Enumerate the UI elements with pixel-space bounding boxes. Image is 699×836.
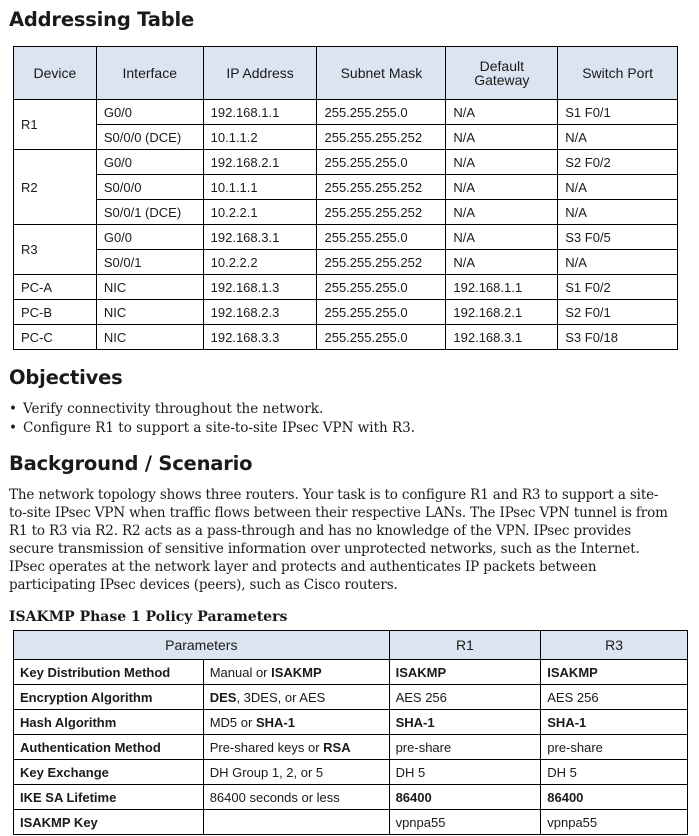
parameter-name-cell: Hash Algorithm bbox=[14, 710, 204, 735]
r1-value-cell: vpnpa55 bbox=[389, 810, 541, 835]
switch-port-cell: S3 F0/5 bbox=[558, 225, 678, 250]
bullet-icon: • bbox=[9, 420, 17, 436]
table-header-row bbox=[14, 631, 688, 660]
switch-port-cell: N/A bbox=[558, 200, 678, 225]
device-cell: R1 bbox=[14, 100, 97, 150]
gateway-cell: 192.168.2.1 bbox=[446, 300, 558, 325]
table-row bbox=[14, 250, 678, 275]
col-header-default-gateway: Default Gateway bbox=[446, 47, 558, 100]
parameter-options-cell bbox=[203, 710, 389, 735]
col-header-interface: Interface bbox=[96, 47, 203, 100]
table-row bbox=[14, 325, 678, 350]
objectives-heading: Objectives bbox=[9, 366, 123, 389]
gateway-cell: N/A bbox=[446, 200, 558, 225]
switch-port-cell: S1 F0/2 bbox=[558, 275, 678, 300]
device-cell: R3 bbox=[14, 225, 97, 275]
switch-port-cell: S1 F0/1 bbox=[558, 100, 678, 125]
addressing-table bbox=[13, 46, 678, 350]
r3-value-cell: AES 256 bbox=[541, 685, 688, 710]
mask-cell: 255.255.255.0 bbox=[317, 100, 446, 125]
device-cell: PC-C bbox=[14, 325, 97, 350]
option-text: Manual or bbox=[209, 664, 272, 680]
table-row bbox=[14, 200, 678, 225]
col-header-r3: R3 bbox=[541, 631, 688, 660]
interface-cell: G0/0 bbox=[96, 225, 203, 250]
gateway-cell: N/A bbox=[446, 100, 558, 125]
table-row bbox=[14, 785, 688, 810]
col-header-ip-address: IP Address bbox=[203, 47, 317, 100]
switch-port-cell: S3 F0/18 bbox=[558, 325, 678, 350]
r3-value-cell: DH 5 bbox=[541, 760, 688, 785]
option-text: DES bbox=[209, 689, 237, 705]
parameter-options-cell bbox=[203, 785, 389, 810]
interface-cell: S0/0/1 (DCE) bbox=[96, 200, 203, 225]
parameter-name-cell: Key Distribution Method bbox=[14, 660, 204, 685]
table-row bbox=[14, 225, 678, 250]
list-item: • Verify connectivity throughout the network. bbox=[9, 401, 324, 417]
mask-cell: 255.255.255.0 bbox=[317, 150, 446, 175]
ip-cell: 10.2.2.2 bbox=[203, 250, 317, 275]
table-header-row bbox=[14, 47, 678, 100]
ip-cell: 192.168.1.1 bbox=[203, 100, 317, 125]
table-row bbox=[14, 125, 678, 150]
mask-cell: 255.255.255.0 bbox=[317, 275, 446, 300]
parameter-name-cell: Authentication Method bbox=[14, 735, 204, 760]
ip-cell: 192.168.2.3 bbox=[203, 300, 317, 325]
interface-cell: NIC bbox=[96, 300, 203, 325]
r3-value-cell: SHA-1 bbox=[541, 710, 688, 735]
ip-cell: 192.168.3.1 bbox=[203, 225, 317, 250]
parameter-options-cell bbox=[203, 660, 389, 685]
col-header-parameters: Parameters bbox=[14, 631, 390, 660]
interface-cell: NIC bbox=[96, 275, 203, 300]
mask-cell: 255.255.255.0 bbox=[317, 325, 446, 350]
option-text: , 3DES, or AES bbox=[236, 689, 326, 705]
parameter-name-cell: Encryption Algorithm bbox=[14, 685, 204, 710]
parameter-options-cell bbox=[203, 735, 389, 760]
ip-cell: 10.2.2.1 bbox=[203, 200, 317, 225]
table-row bbox=[14, 660, 688, 685]
option-text: 86400 seconds or less bbox=[209, 789, 340, 805]
mask-cell: 255.255.255.252 bbox=[317, 200, 446, 225]
r1-value-cell: ISAKMP bbox=[389, 660, 541, 685]
gateway-cell: 192.168.1.1 bbox=[446, 275, 558, 300]
parameter-name-cell: Key Exchange bbox=[14, 760, 204, 785]
interface-cell: NIC bbox=[96, 325, 203, 350]
mask-cell: 255.255.255.252 bbox=[317, 125, 446, 150]
isakmp-table bbox=[13, 630, 688, 835]
ip-cell: 192.168.1.3 bbox=[203, 275, 317, 300]
r3-value-cell: vpnpa55 bbox=[541, 810, 688, 835]
parameter-name-cell: ISAKMP Key bbox=[14, 810, 204, 835]
gateway-cell: N/A bbox=[446, 150, 558, 175]
table-row bbox=[14, 100, 678, 125]
isakmp-table-heading: ISAKMP Phase 1 Policy Parameters bbox=[9, 609, 288, 625]
option-text: RSA bbox=[323, 739, 351, 755]
r1-value-cell: SHA-1 bbox=[389, 710, 541, 735]
parameter-options-cell bbox=[203, 760, 389, 785]
interface-cell: S0/0/0 bbox=[96, 175, 203, 200]
isakmp-table-body bbox=[14, 660, 688, 835]
interface-cell: G0/0 bbox=[96, 100, 203, 125]
mask-cell: 255.255.255.252 bbox=[317, 175, 446, 200]
table-row bbox=[14, 175, 678, 200]
ip-cell: 10.1.1.1 bbox=[203, 175, 317, 200]
table-row bbox=[14, 275, 678, 300]
col-header-subnet-mask: Subnet Mask bbox=[317, 47, 446, 100]
col-header-switch-port: Switch Port bbox=[558, 47, 678, 100]
parameter-options-cell bbox=[203, 685, 389, 710]
gateway-cell: N/A bbox=[446, 125, 558, 150]
device-cell: PC-B bbox=[14, 300, 97, 325]
table-row bbox=[14, 300, 678, 325]
switch-port-cell: N/A bbox=[558, 175, 678, 200]
ip-cell: 192.168.2.1 bbox=[203, 150, 317, 175]
option-text: ISAKMP bbox=[271, 664, 322, 680]
col-header-r1: R1 bbox=[389, 631, 541, 660]
addressing-table-heading: Addressing Table bbox=[9, 8, 194, 31]
ip-cell: 192.168.3.3 bbox=[203, 325, 317, 350]
r1-value-cell: AES 256 bbox=[389, 685, 541, 710]
bullet-icon: • bbox=[9, 401, 17, 417]
gateway-cell: 192.168.3.1 bbox=[446, 325, 558, 350]
mask-cell: 255.255.255.0 bbox=[317, 300, 446, 325]
mask-cell: 255.255.255.0 bbox=[317, 225, 446, 250]
objectives-list bbox=[9, 400, 415, 438]
table-row bbox=[14, 760, 688, 785]
option-text: DH Group 1, 2, or 5 bbox=[209, 764, 324, 780]
device-cell: R2 bbox=[14, 150, 97, 225]
parameter-options-cell bbox=[203, 810, 389, 835]
switch-port-cell: S2 F0/1 bbox=[558, 300, 678, 325]
r3-value-cell: 86400 bbox=[541, 785, 688, 810]
table-row bbox=[14, 810, 688, 835]
gateway-cell: N/A bbox=[446, 250, 558, 275]
gateway-cell: N/A bbox=[446, 225, 558, 250]
table-row bbox=[14, 150, 678, 175]
option-text: MD5 or bbox=[209, 714, 256, 730]
list-item: • Configure R1 to support a site-to-site IPsec VPN with R3. bbox=[9, 420, 416, 436]
r1-value-cell: 86400 bbox=[389, 785, 541, 810]
r3-value-cell: ISAKMP bbox=[541, 660, 688, 685]
switch-port-cell: N/A bbox=[558, 125, 678, 150]
table-row bbox=[14, 710, 688, 735]
parameter-name-cell: IKE SA Lifetime bbox=[14, 785, 204, 810]
interface-cell: G0/0 bbox=[96, 150, 203, 175]
table-row bbox=[14, 685, 688, 710]
interface-cell: S0/0/1 bbox=[96, 250, 203, 275]
device-cell: PC-A bbox=[14, 275, 97, 300]
option-text: SHA-1 bbox=[255, 714, 295, 730]
table-row bbox=[14, 735, 688, 760]
ip-cell: 10.1.1.2 bbox=[203, 125, 317, 150]
r1-value-cell: pre-share bbox=[389, 735, 541, 760]
switch-port-cell: S2 F0/2 bbox=[558, 150, 678, 175]
option-text: Pre-shared keys or bbox=[209, 739, 324, 755]
r3-value-cell: pre-share bbox=[541, 735, 688, 760]
r1-value-cell: DH 5 bbox=[389, 760, 541, 785]
background-paragraph: The network topology shows three routers. Your task is to configure R1 and R3 to support a site-to-site IPsec VPN when traffic flows between their respective LANs. The IPsec VPN tunnel is from R1 to R3 via R2. R2 acts as a pass-through and has no knowledge of the VPN. IPsec provides secure transmission of sensitive information over unprotected networks, such as the Internet. IPsec operates at the network layer and protects and authenticates IP packets between participating IPsec devices (peers), such as Cisco routers. bbox=[9, 487, 668, 593]
col-header-device: Device bbox=[14, 47, 97, 100]
switch-port-cell: N/A bbox=[558, 250, 678, 275]
mask-cell: 255.255.255.252 bbox=[317, 250, 446, 275]
gateway-cell: N/A bbox=[446, 175, 558, 200]
background-heading: Background / Scenario bbox=[9, 452, 253, 475]
interface-cell: S0/0/0 (DCE) bbox=[96, 125, 203, 150]
